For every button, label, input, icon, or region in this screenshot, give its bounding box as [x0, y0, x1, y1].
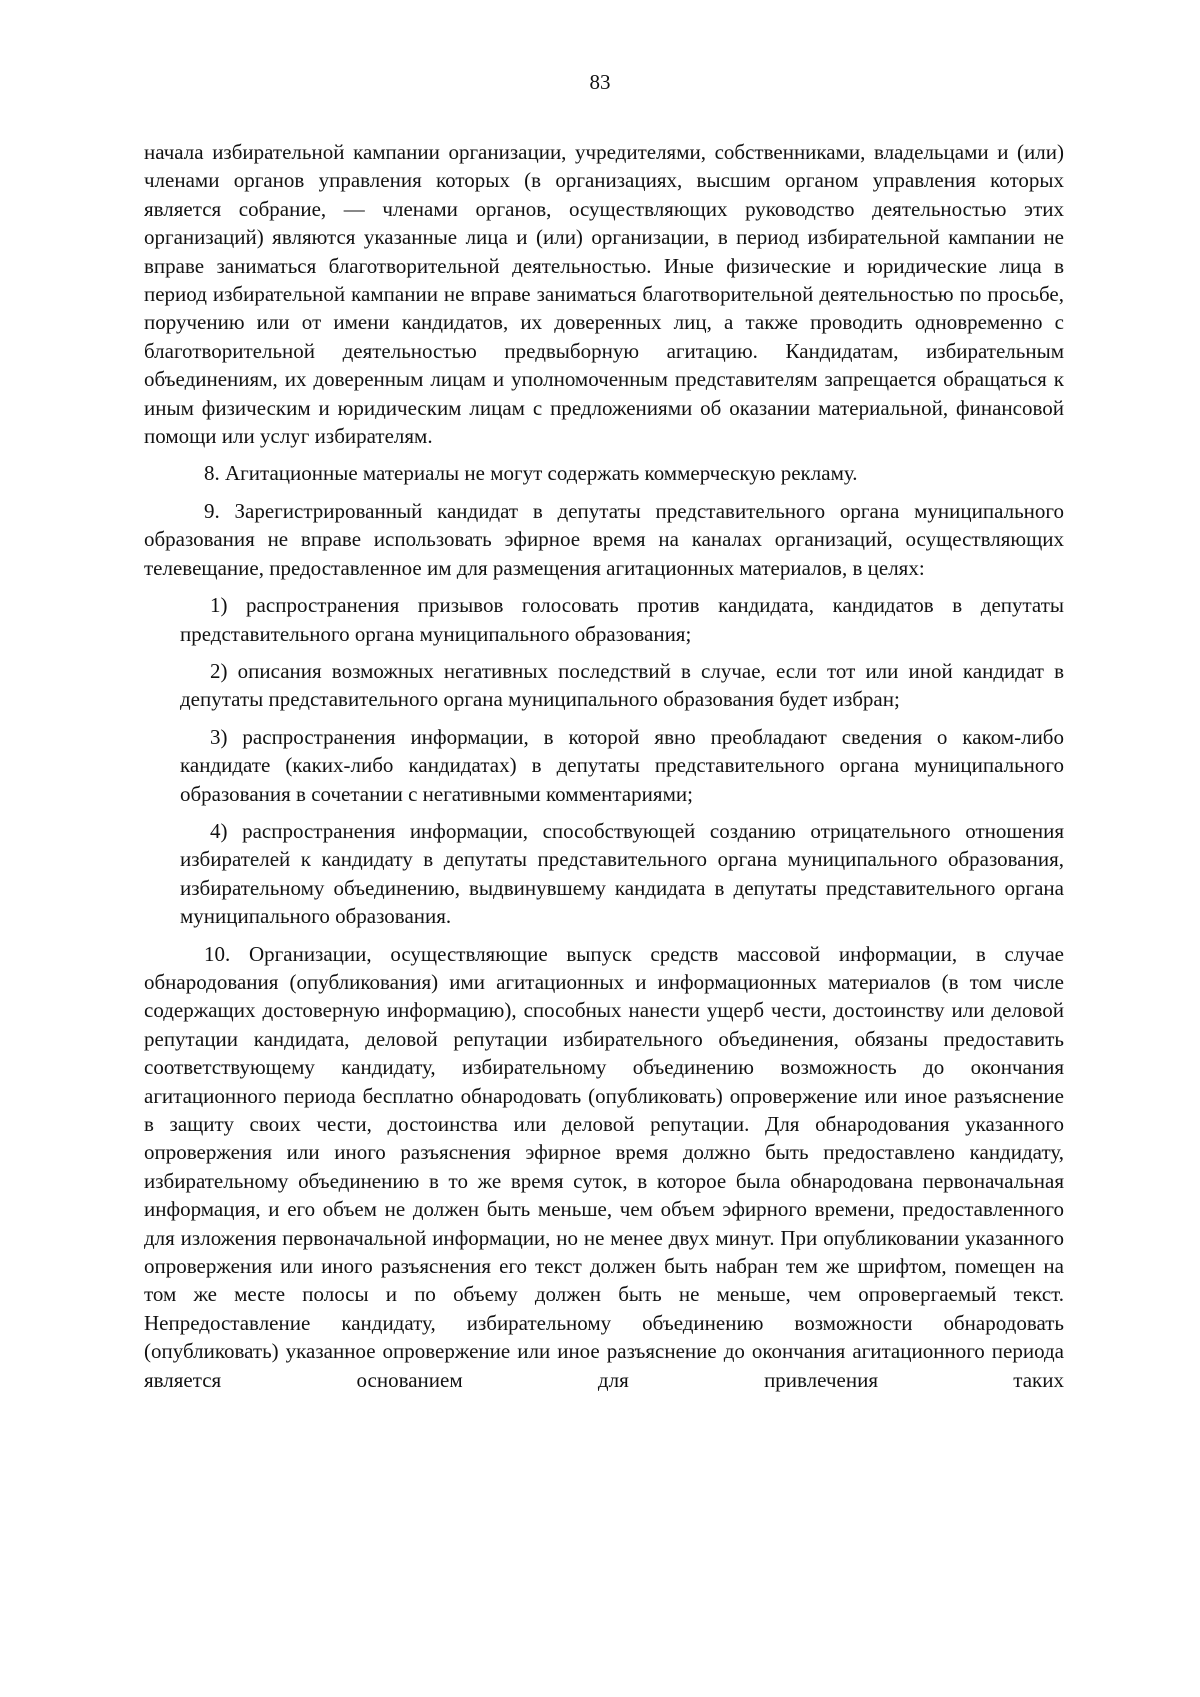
document-body	[144, 138, 1064, 1394]
paragraph-8: 8. Агитационные материалы не могут содержать коммерческую рекламу.	[204, 461, 858, 486]
paragraph-9-item-4: 4) распространения информации, способствующей созданию отрицательного отношения избирателей к кандидату в депутаты представительного органа муниципального образования, избирательному объединению, выдвинувшему кандидата в депутаты представительного органа муниципального образования.	[180, 818, 1064, 929]
paragraph-9-item-2: 2) описания возможных негативных последствий в случае, если тот или иной кандидат в депутаты представительного органа муниципального образования будет избран;	[180, 658, 1064, 712]
paragraph-10: 10. Организации, осуществляющие выпуск средств массовой информации, в случае обнародования (опубликования) ими агитационных и информационных материалов (в том числе содержащих достоверную информацию), способных нанести ущерб чести, достоинству или деловой репутации кандидата, деловой репутации избирательного объединения, обязаны предоставить соответствующему кандидату, избирательному объединению возможность до окончания агитационного периода бесплатно обнародовать (опубликовать) опровержение или иное разъяснение в защиту своих чести, достоинства или деловой репутации. Для обнародования указанного опровержения или иного разъяснения эфирное время должно быть предоставлено кандидату, избирательному объединению в то же время суток, в которое была обнародована первоначальная информация, и его объем не должен быть меньше, чем объем эфирного времени, предоставленного для изложения первоначальной информации, но не менее двух минут. При опубликовании указанного опровержения или иного разъяснения его текст должен быть набран тем же шрифтом, помещен на том же месте полосы и по объему должен быть не меньше, чем опровергаемый текст. Непредоставление кандидату, избирательному объединению возможности обнародовать (опубликовать) указанное опровержение или иное разъяснение до окончания агитационного периода является основанием для привлечения таких	[144, 941, 1064, 1392]
paragraph-9-item-1: 1) распространения призывов голосовать против кандидата, кандидатов в депутаты представительного органа муниципального образования;	[180, 593, 1064, 646]
paragraph-intro: начала избирательной кампании организации, учредителями, собственниками, владельцами и (или) членами органов управления которых (в организациях, высшим органом управления которых является собрание, — членами органов, осуществляющих руководство деятельностью этих организаций) являются указанные лица и (или) организации, в период избирательной кампании не вправе заниматься благотворительной деятельностью. Иные физические и юридические лица в период избирательной кампании не вправе заниматься благотворительной деятельностью по просьбе, поручению или от имени кандидатов, их доверенных лиц, а также проводить одновременно с благотворительной деятельностью предвыборную агитацию. Кандидатам, избирательным объединениям, их доверенным лицам и уполномоченным представителям запрещается обращаться к иным физическим и юридическим лицам с предложениями об оказании материальной, финансовой помощи или услуг избирателям.	[144, 140, 1064, 449]
paragraph-9: 9. Зарегистрированный кандидат в депутаты представительного органа муниципального образования не вправе использовать эфирное время на каналах организаций, осуществляющих телевещание, предоставленное им для размещения агитационных материалов, в целях:	[144, 498, 1064, 580]
paragraph-9-item-3: 3) распространения информации, в которой явно преобладают сведения о каком-либо кандидате (каких-либо кандидатах) в депутаты представительного органа муниципального образования в сочетании с негативными комментариями;	[180, 724, 1064, 806]
page-number: 83	[589, 70, 611, 94]
